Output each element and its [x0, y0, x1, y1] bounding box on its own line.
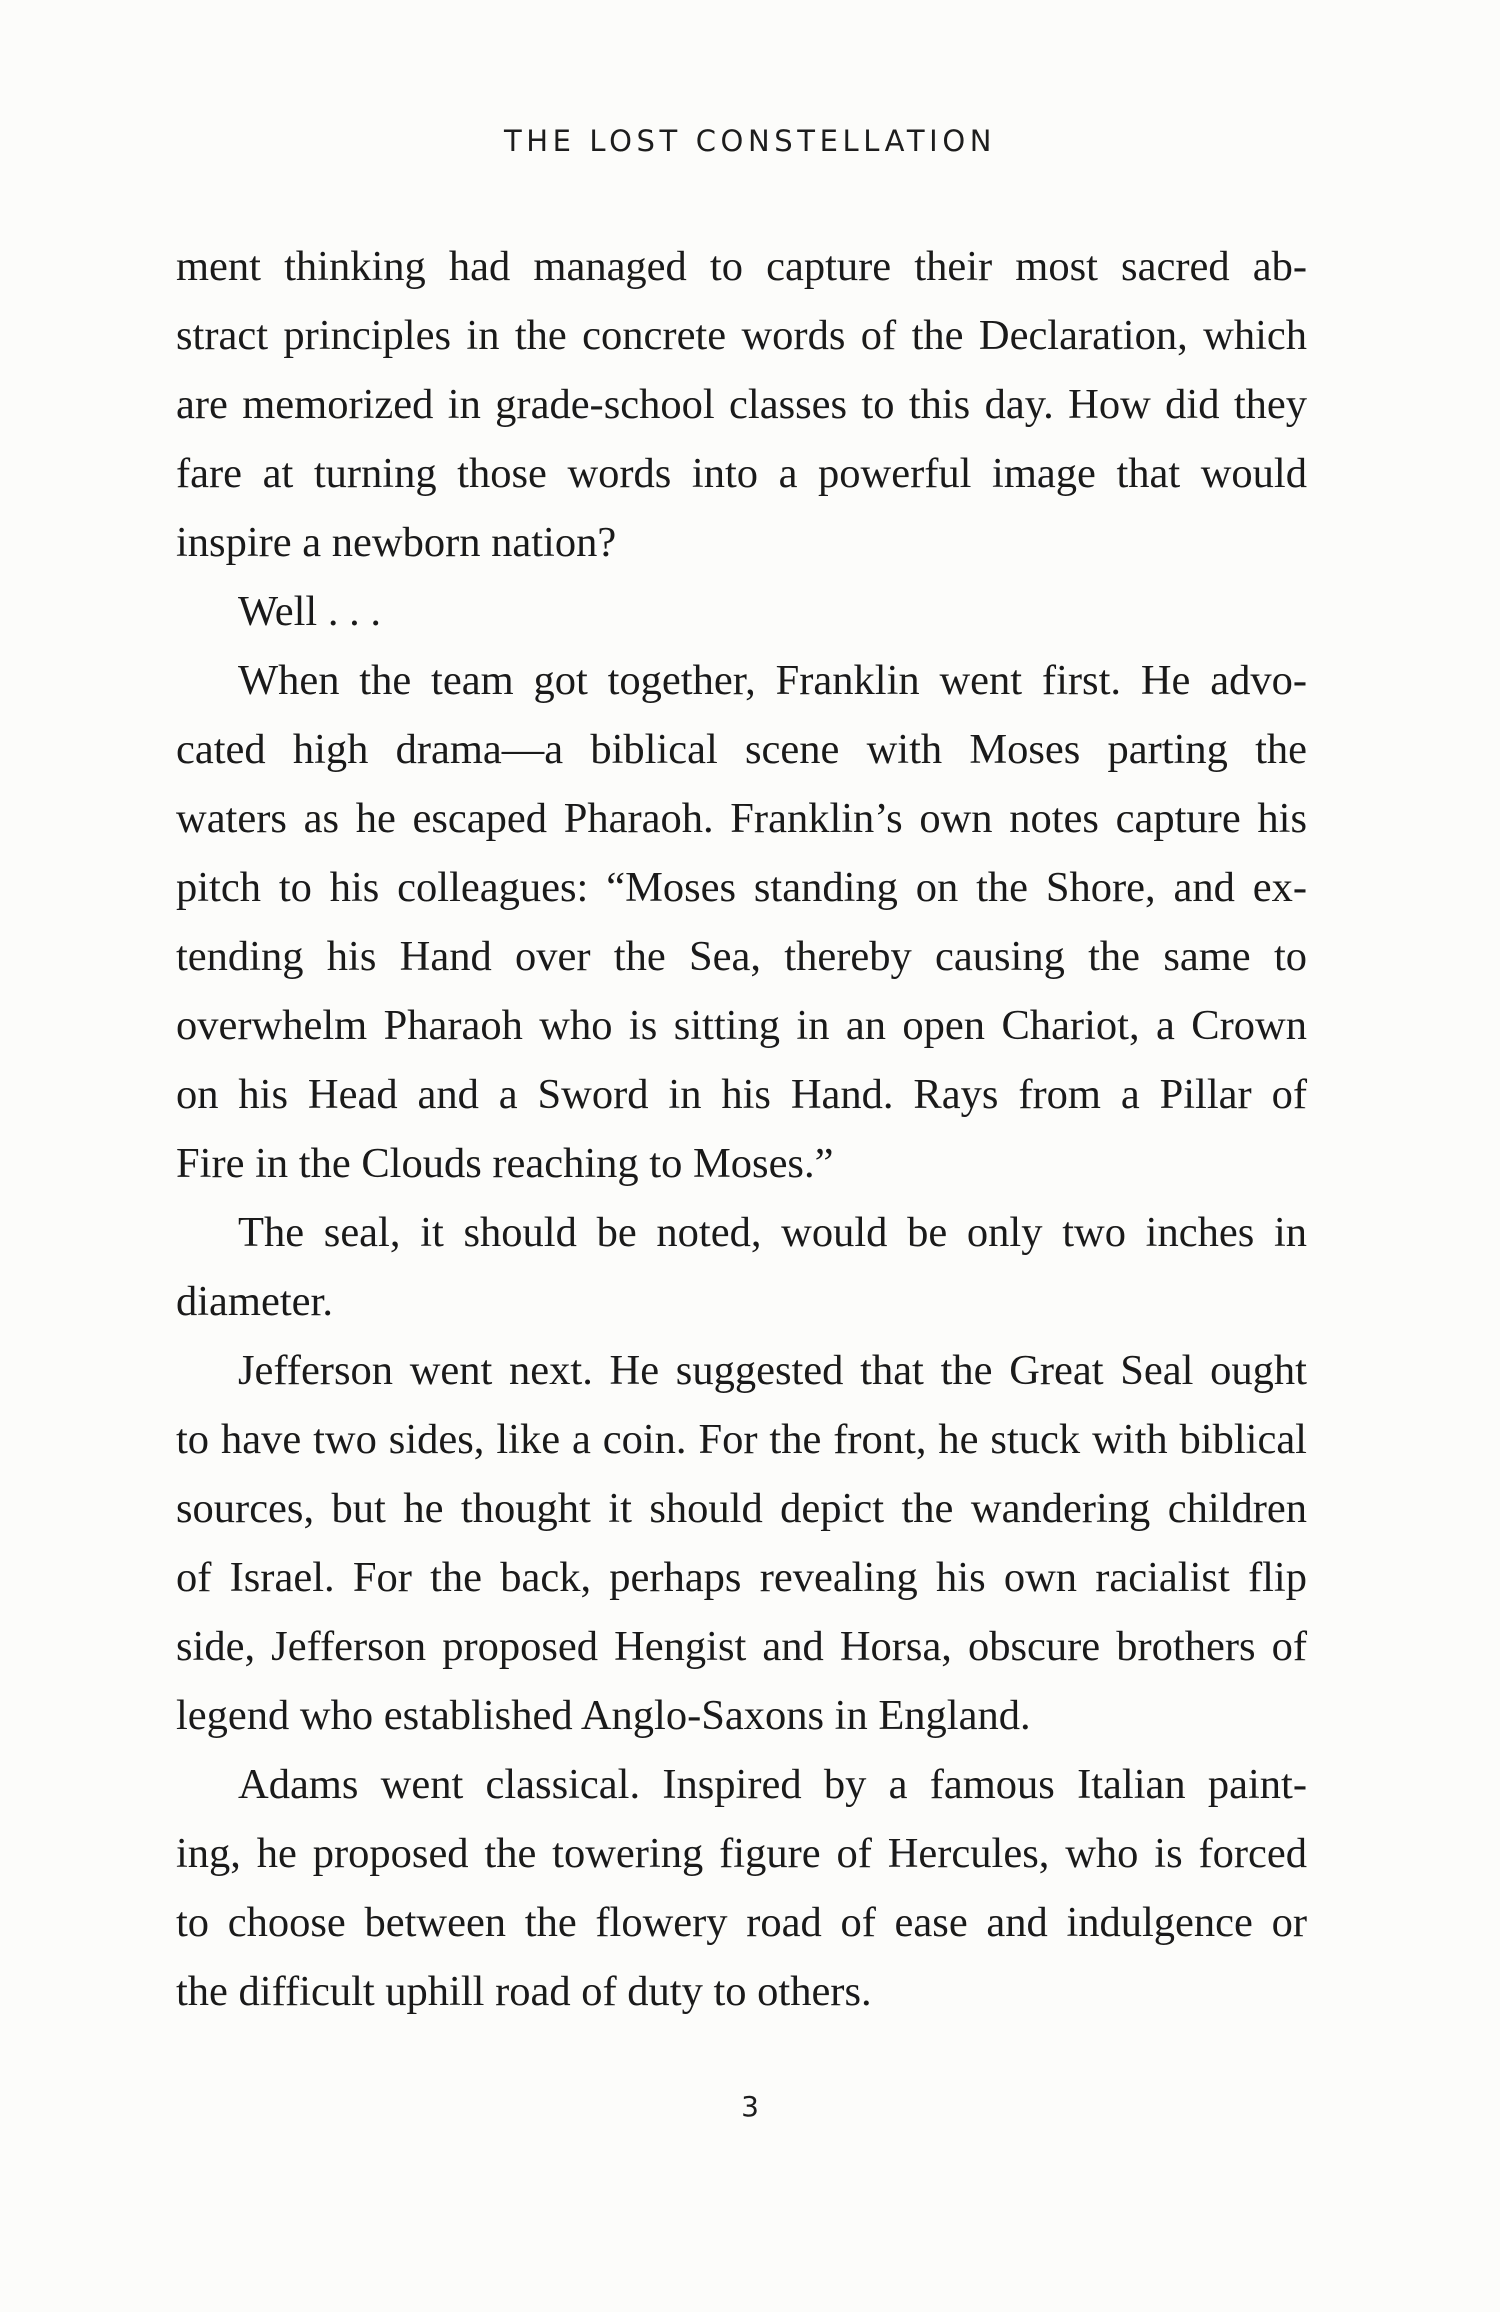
text-line: Adams went classical. Inspired by a famous Italian paint- — [238, 1761, 1307, 1808]
text-line: the difficult uphill road of duty to others. — [176, 1968, 872, 2015]
page-number: 3 — [741, 2090, 759, 2123]
running-head: THE LOST CONSTELLATION — [503, 124, 997, 158]
text-line: Jefferson went next. He suggested that the Great Seal ought — [238, 1347, 1307, 1394]
text-line: to have two sides, like a coin. For the front, he stuck with biblical — [176, 1416, 1307, 1463]
text-line: cated high drama—a biblical scene with Moses parting the — [176, 726, 1307, 773]
text-line: tending his Hand over the Sea, thereby causing the same to — [176, 933, 1307, 980]
text-line: Well . . . — [238, 588, 381, 635]
text-line: pitch to his colleagues: “Moses standing on the Shore, and ex- — [176, 864, 1307, 911]
text-line: side, Jefferson proposed Hengist and Horsa, obscure brothers of — [176, 1623, 1307, 1670]
text-line: overwhelm Pharaoh who is sitting in an open Chariot, a Crown — [176, 1002, 1307, 1049]
text-line: ment thinking had managed to capture their most sacred ab- — [176, 243, 1307, 290]
text-line: on his Head and a Sword in his Hand. Rays from a Pillar of — [176, 1071, 1307, 1118]
text-line: to choose between the flowery road of ease and indulgence or — [176, 1899, 1307, 1946]
text-line: inspire a newborn nation? — [176, 519, 617, 566]
text-line: diameter. — [176, 1278, 333, 1325]
text-line: Fire in the Clouds reaching to Moses.” — [176, 1140, 834, 1187]
text-line: fare at turning those words into a powerful image that would — [176, 450, 1307, 497]
text-line: stract principles in the concrete words of the Declaration, which — [176, 312, 1307, 359]
text-line: The seal, it should be noted, would be only two inches in — [238, 1209, 1307, 1256]
text-line: legend who established Anglo-Saxons in England. — [176, 1692, 1031, 1739]
text-line: are memorized in grade-school classes to this day. How did they — [176, 381, 1307, 428]
text-line: ing, he proposed the towering figure of Hercules, who is forced — [176, 1830, 1307, 1877]
text-line: of Israel. For the back, perhaps revealing his own racialist flip — [176, 1554, 1307, 1601]
text-line: When the team got together, Franklin went first. He advo- — [238, 657, 1307, 704]
text-line: waters as he escaped Pharaoh. Franklin’s own notes capture his — [176, 795, 1307, 842]
body-text — [176, 232, 1307, 2026]
text-line: sources, but he thought it should depict the wandering children — [176, 1485, 1307, 1532]
